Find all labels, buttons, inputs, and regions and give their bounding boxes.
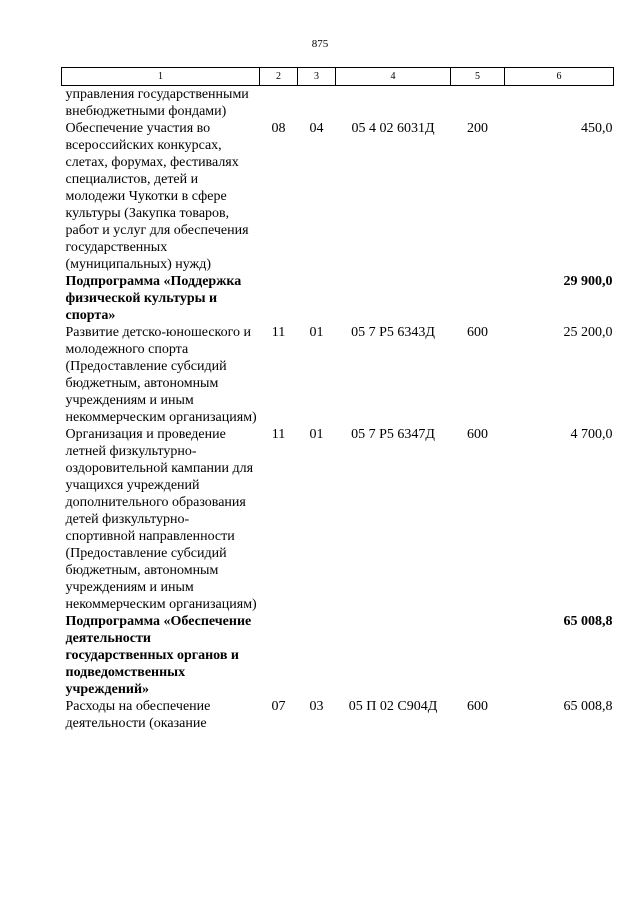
row-name-cell: Развитие детско-юношеского и молодежного спорта (Предоставление субсидий бюджетным, автономным учреждениям и иным некоммерческим организациям)	[65, 325, 257, 425]
subsection-code-cell: 01	[309, 427, 324, 442]
expense-type-cell	[451, 273, 505, 324]
section-code-cell: 07	[271, 699, 286, 714]
expense-type-cell: 200	[467, 121, 488, 136]
page-number: 875	[311, 38, 329, 50]
row-name-cell: Организация и проведение летней физкультурно-оздоровительной кампании для учащихся учреждений дополнительного образования детей физкультурно-спортивной направленности (Предоставление субсидий бюджетным, автономным учреждениям и иным некоммерческим организациям)	[65, 427, 257, 612]
table-row	[62, 426, 614, 613]
amount-cell	[505, 86, 614, 121]
table-row	[62, 273, 614, 324]
table-row	[62, 120, 614, 273]
target-article-cell	[336, 613, 451, 698]
row-name-cell: Обеспечение участия во всероссийских конкурсах, слетах, форумах, фестивалях специалистов, детей и молодежи Чукотки в сфере культуры (Закупка товаров, работ и услуг для обеспечения государственных (муниципальных) нужд)	[65, 121, 249, 272]
table-row	[62, 86, 614, 121]
column-header-2: 2	[260, 68, 298, 86]
table-row	[62, 324, 614, 426]
column-header-3: 3	[298, 68, 336, 86]
table-row	[62, 613, 614, 698]
budget-table	[61, 67, 614, 732]
row-name-cell: Подпрограмма «Поддержка физической культуры и спорта»	[65, 274, 242, 323]
subsection-code-cell: 03	[309, 699, 324, 714]
amount-cell: 4 700,0	[570, 427, 613, 442]
table-row	[62, 698, 614, 732]
amount-cell: 65 008,8	[563, 699, 613, 714]
expense-type-cell: 600	[467, 699, 488, 714]
subsection-code-cell	[298, 273, 336, 324]
table-body	[62, 86, 614, 733]
target-article-cell: 05 7 P5 6343Д	[351, 325, 435, 340]
expense-type-cell	[451, 613, 505, 698]
section-code-cell	[260, 613, 298, 698]
amount-cell: 29 900,0	[563, 274, 613, 289]
row-name-cell: Подпрограмма «Обеспечение деятельности государственных органов и подведомственных учреждений»	[65, 614, 252, 697]
subsection-code-cell	[298, 613, 336, 698]
column-header-6: 6	[505, 68, 614, 86]
amount-cell: 65 008,8	[563, 614, 613, 629]
target-article-cell	[336, 273, 451, 324]
column-header-4: 4	[336, 68, 451, 86]
row-name-cell: управления государственными внебюджетными фондами)	[65, 87, 249, 119]
table-header-row	[62, 68, 614, 86]
expense-type-cell: 600	[467, 427, 488, 442]
column-header-1: 1	[62, 68, 260, 86]
column-header-5: 5	[451, 68, 505, 86]
amount-cell: 25 200,0	[563, 325, 613, 340]
section-code-cell	[260, 86, 298, 121]
target-article-cell: 05 П 02 С904Д	[348, 699, 438, 714]
subsection-code-cell: 01	[309, 325, 324, 340]
amount-cell: 450,0	[581, 121, 613, 136]
expense-type-cell: 600	[467, 325, 488, 340]
section-code-cell	[260, 273, 298, 324]
section-code-cell: 11	[271, 427, 286, 442]
section-code-cell: 11	[271, 325, 286, 340]
expense-type-cell	[451, 86, 505, 121]
target-article-cell: 05 7 P5 6347Д	[351, 427, 435, 442]
target-article-cell: 05 4 02 6031Д	[351, 121, 435, 136]
subsection-code-cell: 04	[309, 121, 324, 136]
target-article-cell	[336, 86, 451, 121]
row-name-cell: Расходы на обеспечение деятельности (оказание	[65, 699, 211, 731]
section-code-cell: 08	[271, 121, 286, 136]
subsection-code-cell	[298, 86, 336, 121]
